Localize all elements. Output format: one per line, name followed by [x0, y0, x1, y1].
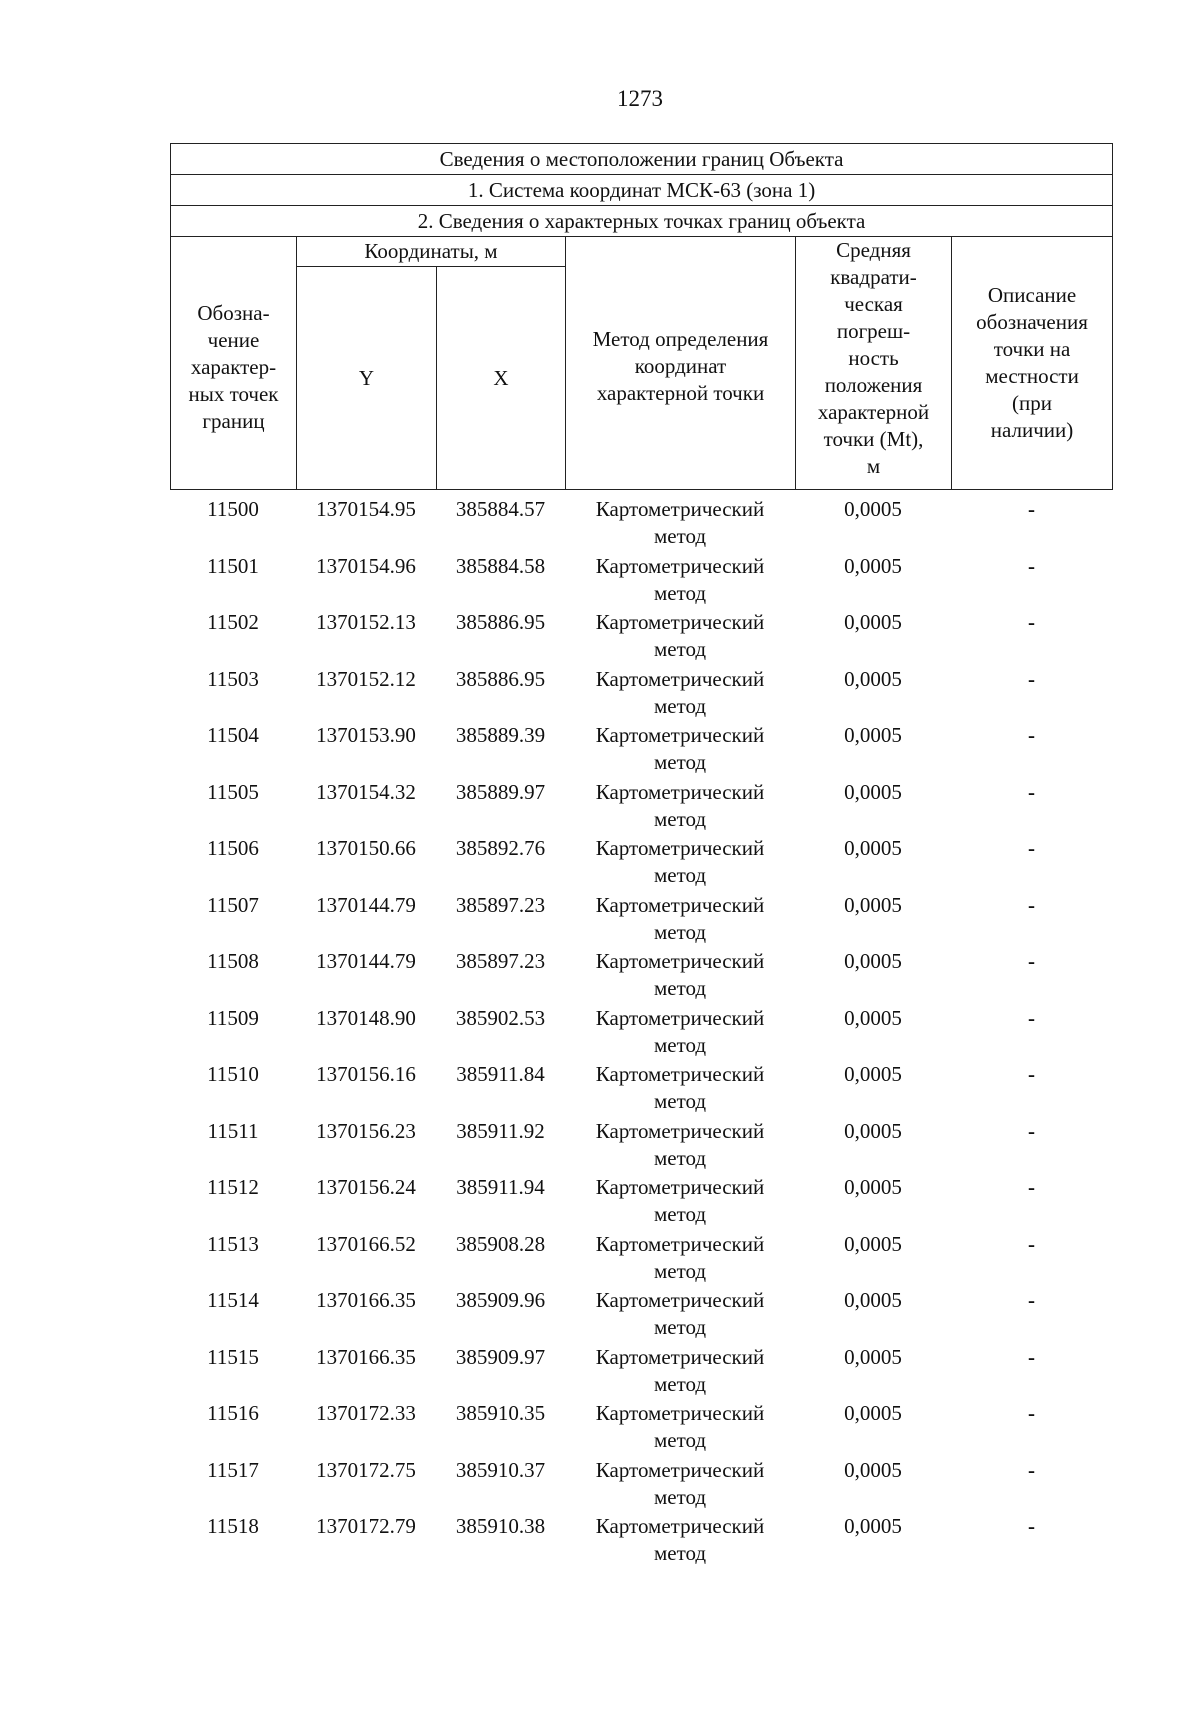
coordinate-x: 385902.53	[455, 1005, 546, 1030]
table-row	[170, 1118, 1112, 1175]
description-value: -	[1028, 836, 1035, 860]
description-cell	[951, 1061, 1112, 1118]
error-cell: 0,0005	[844, 1401, 902, 1425]
header-y: Y	[297, 267, 437, 490]
coordinate-y: 1370152.13	[316, 610, 416, 634]
description-cell	[951, 1287, 1112, 1344]
point-id: 11505	[207, 779, 259, 804]
description-cell	[951, 553, 1112, 610]
point-id: 11511	[207, 1118, 259, 1143]
coordinate-x: 385897.23	[455, 892, 546, 917]
coordinate-y: 1370156.24	[316, 1175, 416, 1199]
table-title: Сведения о местоположении границ Объекта	[171, 144, 1113, 175]
coordinate-y: 1370172.79	[316, 1514, 416, 1538]
table-row	[170, 1457, 1112, 1514]
description-value: -	[1028, 1062, 1035, 1086]
header-x: X	[437, 267, 566, 490]
page-number: 1273	[617, 86, 663, 111]
header-coordinates: Координаты, м	[297, 237, 566, 267]
description-value: -	[1028, 1344, 1035, 1369]
method-cell: Картометрический метод	[595, 1344, 765, 1396]
error-cell: 0,0005	[844, 1062, 902, 1086]
error-cell: 0,0005	[844, 723, 902, 747]
error-cell: 0,0005	[844, 1231, 902, 1256]
table-row	[170, 779, 1112, 836]
table-row	[170, 609, 1112, 666]
method-cell: Картометрический метод	[595, 1062, 765, 1113]
error-cell: 0,0005	[844, 1288, 902, 1312]
method-cell: Картометрический метод	[595, 723, 765, 774]
description-cell	[951, 722, 1112, 779]
error-cell: 0,0005	[844, 892, 902, 917]
description-cell	[951, 496, 1112, 553]
description-cell	[951, 1513, 1112, 1570]
method-cell: Картометрический метод	[595, 892, 765, 944]
method-cell: Картометрический метод	[595, 1175, 765, 1226]
boundary-points-table-header	[170, 143, 1113, 490]
description-cell	[951, 948, 1112, 1005]
coordinate-y: 1370154.32	[316, 779, 416, 804]
table-row	[170, 1513, 1112, 1570]
description-value: -	[1028, 1514, 1035, 1538]
coordinate-y: 1370166.52	[316, 1231, 416, 1256]
error-cell: 0,0005	[844, 666, 902, 691]
point-id: 11507	[207, 892, 259, 917]
coordinate-x: 385886.95	[455, 666, 546, 691]
description-cell	[951, 1344, 1112, 1401]
method-cell: Картометрический метод	[595, 1401, 765, 1452]
description-value: -	[1028, 1288, 1035, 1312]
error-cell: 0,0005	[844, 836, 902, 860]
table-row	[170, 1344, 1112, 1401]
header-error: Средняя квадрати- ческая погреш- ность положения характерной точки (Mt), м	[796, 237, 952, 490]
description-cell	[951, 835, 1112, 892]
method-cell: Картометрический метод	[595, 1005, 765, 1057]
coordinate-x: 385889.39	[455, 723, 546, 747]
coordinate-y: 1370144.79	[316, 949, 416, 973]
table-row	[170, 496, 1112, 553]
description-value: -	[1028, 1231, 1035, 1256]
table-row	[170, 1400, 1112, 1457]
point-id: 11516	[207, 1401, 259, 1425]
header-method: Метод определения координат характерной точки	[566, 237, 796, 490]
error-cell: 0,0005	[844, 1457, 902, 1482]
description-value: -	[1028, 892, 1035, 917]
method-cell: Картометрический метод	[595, 836, 765, 887]
coordinate-y: 1370156.16	[316, 1062, 416, 1086]
description-cell	[951, 1231, 1112, 1288]
coordinate-x: 385884.58	[455, 553, 546, 578]
error-cell: 0,0005	[844, 1005, 902, 1030]
characteristic-points-row: 2. Сведения о характерных точках границ объекта	[171, 206, 1113, 237]
point-id: 11506	[207, 836, 259, 860]
point-id: 11502	[207, 610, 259, 634]
coordinate-x: 385910.35	[455, 1401, 546, 1425]
error-cell: 0,0005	[844, 497, 902, 521]
table-row	[170, 666, 1112, 723]
coordinate-x: 385909.97	[455, 1344, 546, 1369]
description-cell	[951, 1005, 1112, 1062]
coordinate-x: 385908.28	[455, 1231, 546, 1256]
method-cell: Картометрический метод	[595, 1514, 765, 1565]
point-id: 11512	[207, 1175, 259, 1199]
description-value: -	[1028, 610, 1035, 634]
error-cell: 0,0005	[844, 1344, 902, 1369]
description-cell	[951, 1400, 1112, 1457]
point-id: 11508	[207, 949, 259, 973]
method-cell: Картометрический метод	[595, 553, 765, 605]
error-cell: 0,0005	[844, 779, 902, 804]
table-row	[170, 1287, 1112, 1344]
header-description: Описание обозначения точки на местности (при наличии)	[952, 237, 1113, 490]
coordinate-x: 385886.95	[455, 610, 546, 634]
table-row	[170, 1061, 1112, 1118]
description-cell	[951, 1174, 1112, 1231]
coordinate-x: 385911.94	[456, 1175, 545, 1199]
point-id: 11515	[207, 1344, 259, 1369]
point-id: 11513	[207, 1231, 259, 1256]
table-row	[170, 553, 1112, 610]
table-row	[170, 835, 1112, 892]
coordinate-x: 385910.37	[455, 1457, 546, 1482]
description-cell	[951, 892, 1112, 949]
error-cell: 0,0005	[844, 949, 902, 973]
point-id: 11518	[207, 1514, 259, 1538]
method-cell: Картометрический метод	[595, 666, 765, 718]
table-body	[170, 496, 1112, 1570]
error-cell: 0,0005	[844, 1175, 902, 1199]
description-value: -	[1028, 497, 1035, 521]
description-value: -	[1028, 1401, 1035, 1425]
coordinate-y: 1370150.66	[316, 836, 416, 860]
coordinate-y: 1370152.12	[316, 666, 416, 691]
error-cell: 0,0005	[844, 1118, 902, 1143]
description-value: -	[1028, 666, 1035, 691]
method-cell: Картометрический метод	[595, 610, 765, 661]
coordinate-x: 385892.76	[455, 836, 546, 860]
description-value: -	[1028, 949, 1035, 973]
point-id: 11503	[207, 666, 259, 691]
method-cell: Картометрический метод	[595, 1118, 765, 1170]
coordinate-x: 385910.38	[455, 1514, 546, 1538]
error-cell: 0,0005	[844, 1514, 902, 1538]
coordinate-x: 385911.92	[456, 1118, 545, 1143]
coordinate-x: 385909.96	[455, 1288, 546, 1312]
header-designation: Обозна- чение характер- ных точек границ	[171, 237, 297, 490]
description-value: -	[1028, 553, 1035, 578]
table-row	[170, 1005, 1112, 1062]
coordinate-x: 385884.57	[455, 497, 546, 521]
description-cell	[951, 666, 1112, 723]
point-id: 11514	[207, 1288, 259, 1312]
coordinate-x: 385897.23	[455, 949, 546, 973]
method-cell: Картометрический метод	[595, 949, 765, 1000]
coordinate-y: 1370166.35	[316, 1288, 416, 1312]
error-cell: 0,0005	[844, 610, 902, 634]
coordinate-y: 1370154.95	[316, 497, 416, 521]
coordinate-y: 1370154.96	[316, 553, 416, 578]
coordinate-y: 1370148.90	[316, 1005, 416, 1030]
description-cell	[951, 1118, 1112, 1175]
method-cell: Картометрический метод	[595, 1288, 765, 1339]
description-cell	[951, 1457, 1112, 1514]
coordinate-y: 1370144.79	[316, 892, 416, 917]
point-id: 11517	[207, 1457, 259, 1482]
error-cell: 0,0005	[844, 553, 902, 578]
coordinate-y: 1370156.23	[316, 1118, 416, 1143]
coordinate-y: 1370153.90	[316, 723, 416, 747]
method-cell: Картометрический метод	[595, 779, 765, 831]
coordinate-y: 1370166.35	[316, 1344, 416, 1369]
method-cell: Картометрический метод	[595, 497, 765, 548]
table-row	[170, 1174, 1112, 1231]
description-value: -	[1028, 1457, 1035, 1482]
point-id: 11501	[207, 553, 259, 578]
coordinate-x: 385889.97	[455, 779, 546, 804]
method-cell: Картометрический метод	[595, 1231, 765, 1283]
point-id: 11500	[207, 497, 259, 521]
coordinate-system-row: 1. Система координат МСК-63 (зона 1)	[171, 175, 1113, 206]
coordinate-x: 385911.84	[456, 1062, 545, 1086]
description-cell	[951, 779, 1112, 836]
table-row	[170, 1231, 1112, 1288]
method-cell: Картометрический метод	[595, 1457, 765, 1509]
point-id: 11509	[207, 1005, 259, 1030]
point-id: 11504	[207, 723, 259, 747]
table-row	[170, 892, 1112, 949]
description-value: -	[1028, 1005, 1035, 1030]
point-id: 11510	[207, 1062, 259, 1086]
description-cell	[951, 609, 1112, 666]
table-row	[170, 948, 1112, 1005]
table-row	[170, 722, 1112, 779]
coordinate-y: 1370172.75	[316, 1457, 416, 1482]
description-value: -	[1028, 1118, 1035, 1143]
description-value: -	[1028, 779, 1035, 804]
description-value: -	[1028, 723, 1035, 747]
description-value: -	[1028, 1175, 1035, 1199]
coordinate-y: 1370172.33	[316, 1401, 416, 1425]
